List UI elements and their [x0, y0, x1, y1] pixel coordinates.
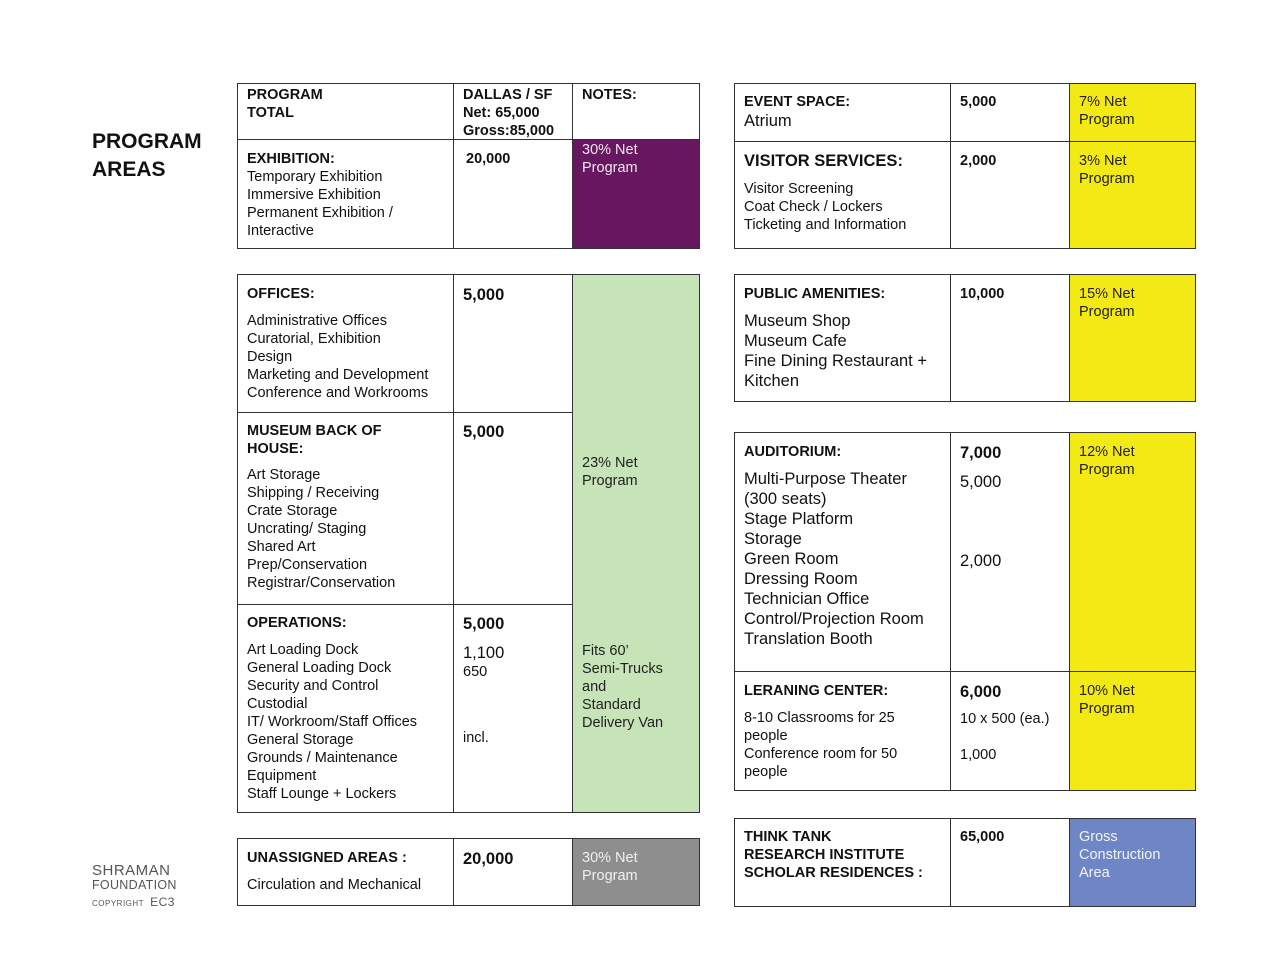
think-tank-table [734, 818, 1196, 907]
copyright-mark: COPYRIGHT EC3 [92, 895, 175, 909]
event-visitor-table [734, 83, 1196, 249]
operations-value: 5,000 1,100 650 incl. [453, 604, 572, 812]
auditorium-learning-table [734, 432, 1196, 791]
exhibition-note: 30% Net Program [572, 139, 699, 248]
unassigned-label: UNASSIGNED AREAS : Circulation and Mechanical [247, 850, 422, 893]
page-title: PROGRAM AREAS [92, 130, 202, 181]
public-amenities-label: PUBLIC AMENITIES: Museum Shop Museum Cafe Fine Dining Restaurant + Kitchen [744, 286, 927, 390]
program-total-table [237, 83, 700, 249]
exhibition-label: EXHIBITION: Temporary Exhibition Immersive Exhibition Permanent Exhibition / Interactive [238, 139, 453, 248]
public-amenities-table [734, 274, 1196, 402]
learning-center-note: 10% Net Program [1069, 671, 1195, 790]
think-tank-note: Gross Construction Area [1069, 819, 1195, 906]
public-amenities-value: 10,000 [950, 275, 1069, 401]
offices-table [237, 274, 700, 813]
think-tank-label: THINK TANK RESEARCH INSTITUTE SCHOLAR RESIDENCES : [744, 829, 923, 881]
program-total-header: PROGRAM TOTAL [247, 87, 323, 121]
unassigned-table [237, 838, 700, 906]
logo-foundation: FOUNDATION [92, 878, 177, 892]
auditorium-note: 12% Net Program [1069, 433, 1195, 671]
logo-shraman: SHRAMAN [92, 862, 171, 879]
think-tank-value: 65,000 [950, 819, 1069, 906]
event-space-label: EVENT SPACE: Atrium [744, 94, 851, 130]
public-amenities-note: 15% Net Program [1069, 275, 1195, 401]
dallas-sf-header: DALLAS / SF Net: 65,000 Gross:85,000 [453, 84, 572, 139]
visitor-services-label: VISITOR SERVICES: Visitor Screening Coat Check / Lockers Ticketing and Information [735, 141, 950, 248]
notes-header: NOTES: [572, 84, 699, 139]
auditorium-label: AUDITORIUM: Multi-Purpose Theater (300 seats) Stage Platform Storage Green Room Dressing Room Technician Office Control/Projection Room Translation Booth [744, 444, 924, 648]
offices-group-note: 23% Net Program Fits 60’ Semi-Trucks and Standard Delivery Van [572, 275, 699, 812]
offices-value: 5,000 [453, 275, 572, 412]
event-space-note: 7% Net Program [1069, 84, 1195, 141]
visitor-services-note: 3% Net Program [1069, 141, 1195, 248]
unassigned-value: 20,000 [453, 839, 572, 905]
operations-label: OPERATIONS: Art Loading Dock General Loading Dock Security and Control Custodial IT/ Workroom/Staff Offices General Storage Grounds / Maintenance Equipment Staff Lounge + Lockers [238, 604, 453, 812]
learning-center-label: LERANING CENTER: 8-10 Classrooms for 25 people Conference room for 50 people [735, 671, 950, 790]
unassigned-note: 30% Net Program [572, 839, 699, 905]
offices-label: OFFICES: Administrative Offices Curatorial, Exhibition Design Marketing and Development Conference and Workrooms [247, 286, 429, 401]
exhibition-value: 20,000 [453, 139, 572, 248]
visitor-services-value: 2,000 [950, 141, 1069, 248]
back-of-house-value: 5,000 [453, 412, 572, 604]
auditorium-value: 7,000 5,000 2,000 [950, 433, 1069, 671]
event-space-value: 5,000 [950, 84, 1069, 141]
learning-center-value: 6,000 10 x 500 (ea.) 1,000 [950, 671, 1069, 790]
back-of-house-label: MUSEUM BACK OF HOUSE: Art Storage Shipping / Receiving Crate Storage Uncrating/ Staging Shared Art Prep/Conservation Registrar/Conservation [238, 412, 453, 604]
